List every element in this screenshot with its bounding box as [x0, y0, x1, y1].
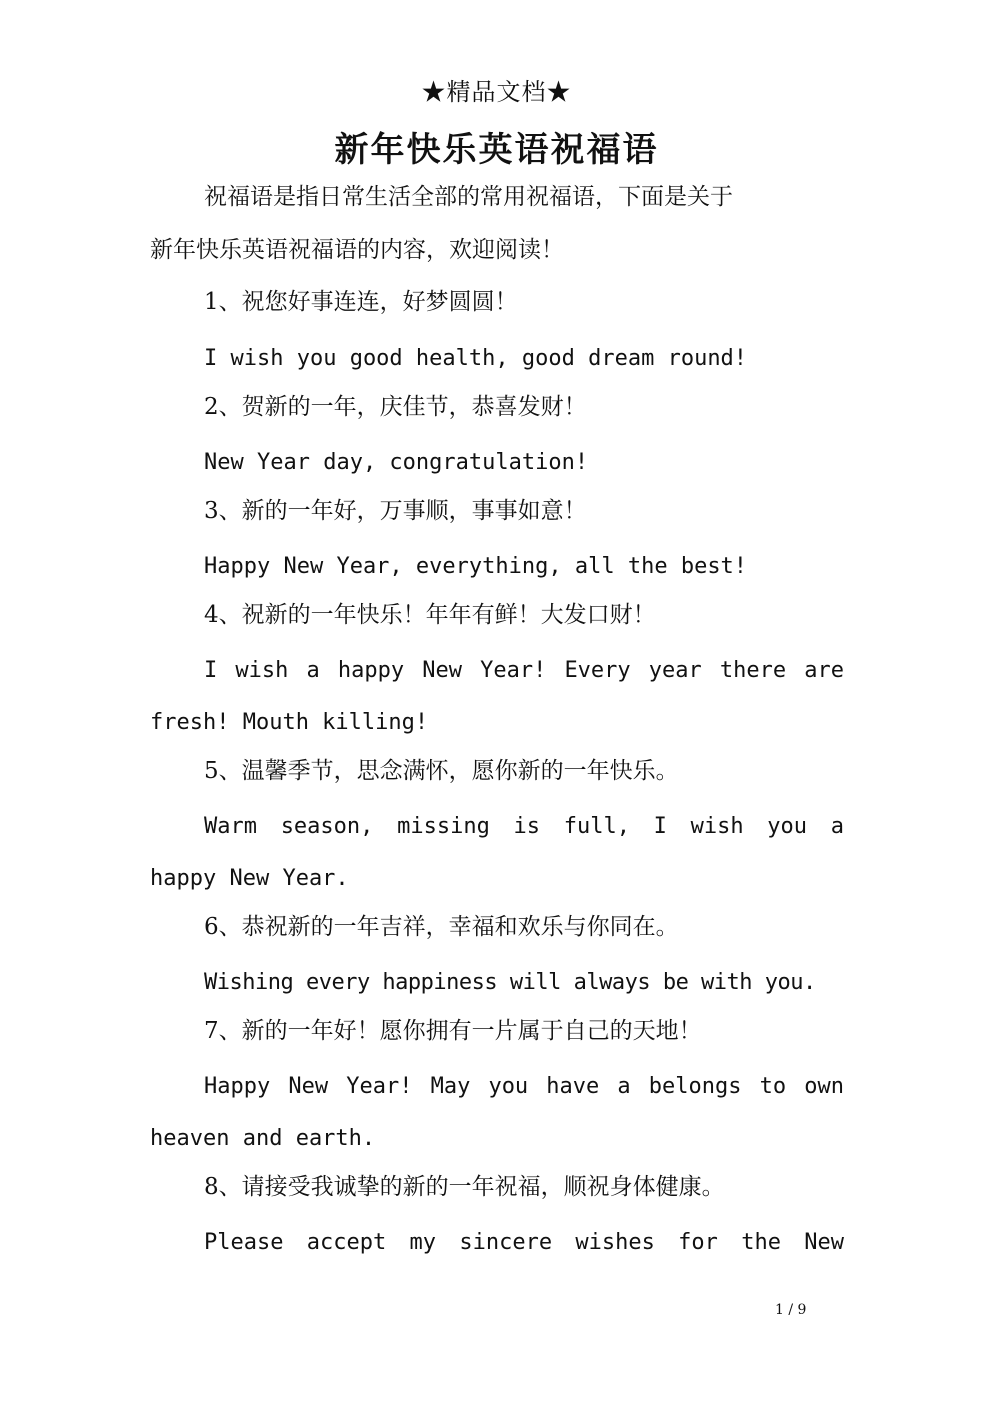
item-5-english-line-2: happy New Year.	[150, 866, 349, 891]
item-6-english: Wishing every happiness will always be with you.	[204, 970, 816, 995]
intro-line-1: 祝福语是指日常生活全部的常用祝福语，下面是关于	[204, 184, 733, 210]
item-3-english: Happy New Year, everything, all the best!	[204, 554, 748, 579]
page-number: 1 / 9	[775, 1302, 807, 1318]
doc-header-label: ★精品文档★	[421, 78, 572, 106]
item-5-chinese: 5、温馨季节，思念满怀，愿你新的一年快乐。	[204, 758, 679, 784]
item-1-english: I wish you good health, good dream round!	[204, 346, 748, 371]
item-3-chinese: 3、新的一年好，万事顺，事事如意！	[204, 498, 587, 524]
item-8-chinese: 8、请接受我诚挚的新的一年祝福，顺祝身体健康。	[204, 1174, 725, 1200]
item-6-chinese: 6、恭祝新的一年吉祥，幸福和欢乐与你同在。	[204, 914, 679, 940]
intro-line-2: 新年快乐英语祝福语的内容，欢迎阅读！	[150, 237, 564, 263]
item-2-english: New Year day, congratulation!	[204, 450, 589, 475]
item-5-english-line-1: Warm season, missing is full, I wish you a	[204, 814, 844, 839]
item-4-chinese: 4、祝新的一年快乐！年年有鲜！大发口财！	[204, 602, 656, 628]
item-7-chinese: 7、新的一年好！愿你拥有一片属于自己的天地！	[204, 1018, 702, 1044]
item-8-english-line-1: Please accept my sincere wishes for the New	[204, 1230, 844, 1255]
item-4-english-line-2: fresh! Mouth killing!	[150, 710, 429, 735]
item-7-english-line-1: Happy New Year! May you have a belongs to own	[204, 1074, 844, 1099]
item-7-english-line-2: heaven and earth.	[150, 1126, 376, 1151]
item-4-english-line-1: I wish a happy New Year! Every year there are	[204, 658, 844, 683]
item-2-chinese: 2、贺新的一年，庆佳节，恭喜发财！	[204, 394, 587, 420]
document-title: 新年快乐英语祝福语	[334, 130, 659, 170]
item-1-chinese: 1、祝您好事连连，好梦圆圆！	[204, 289, 518, 315]
